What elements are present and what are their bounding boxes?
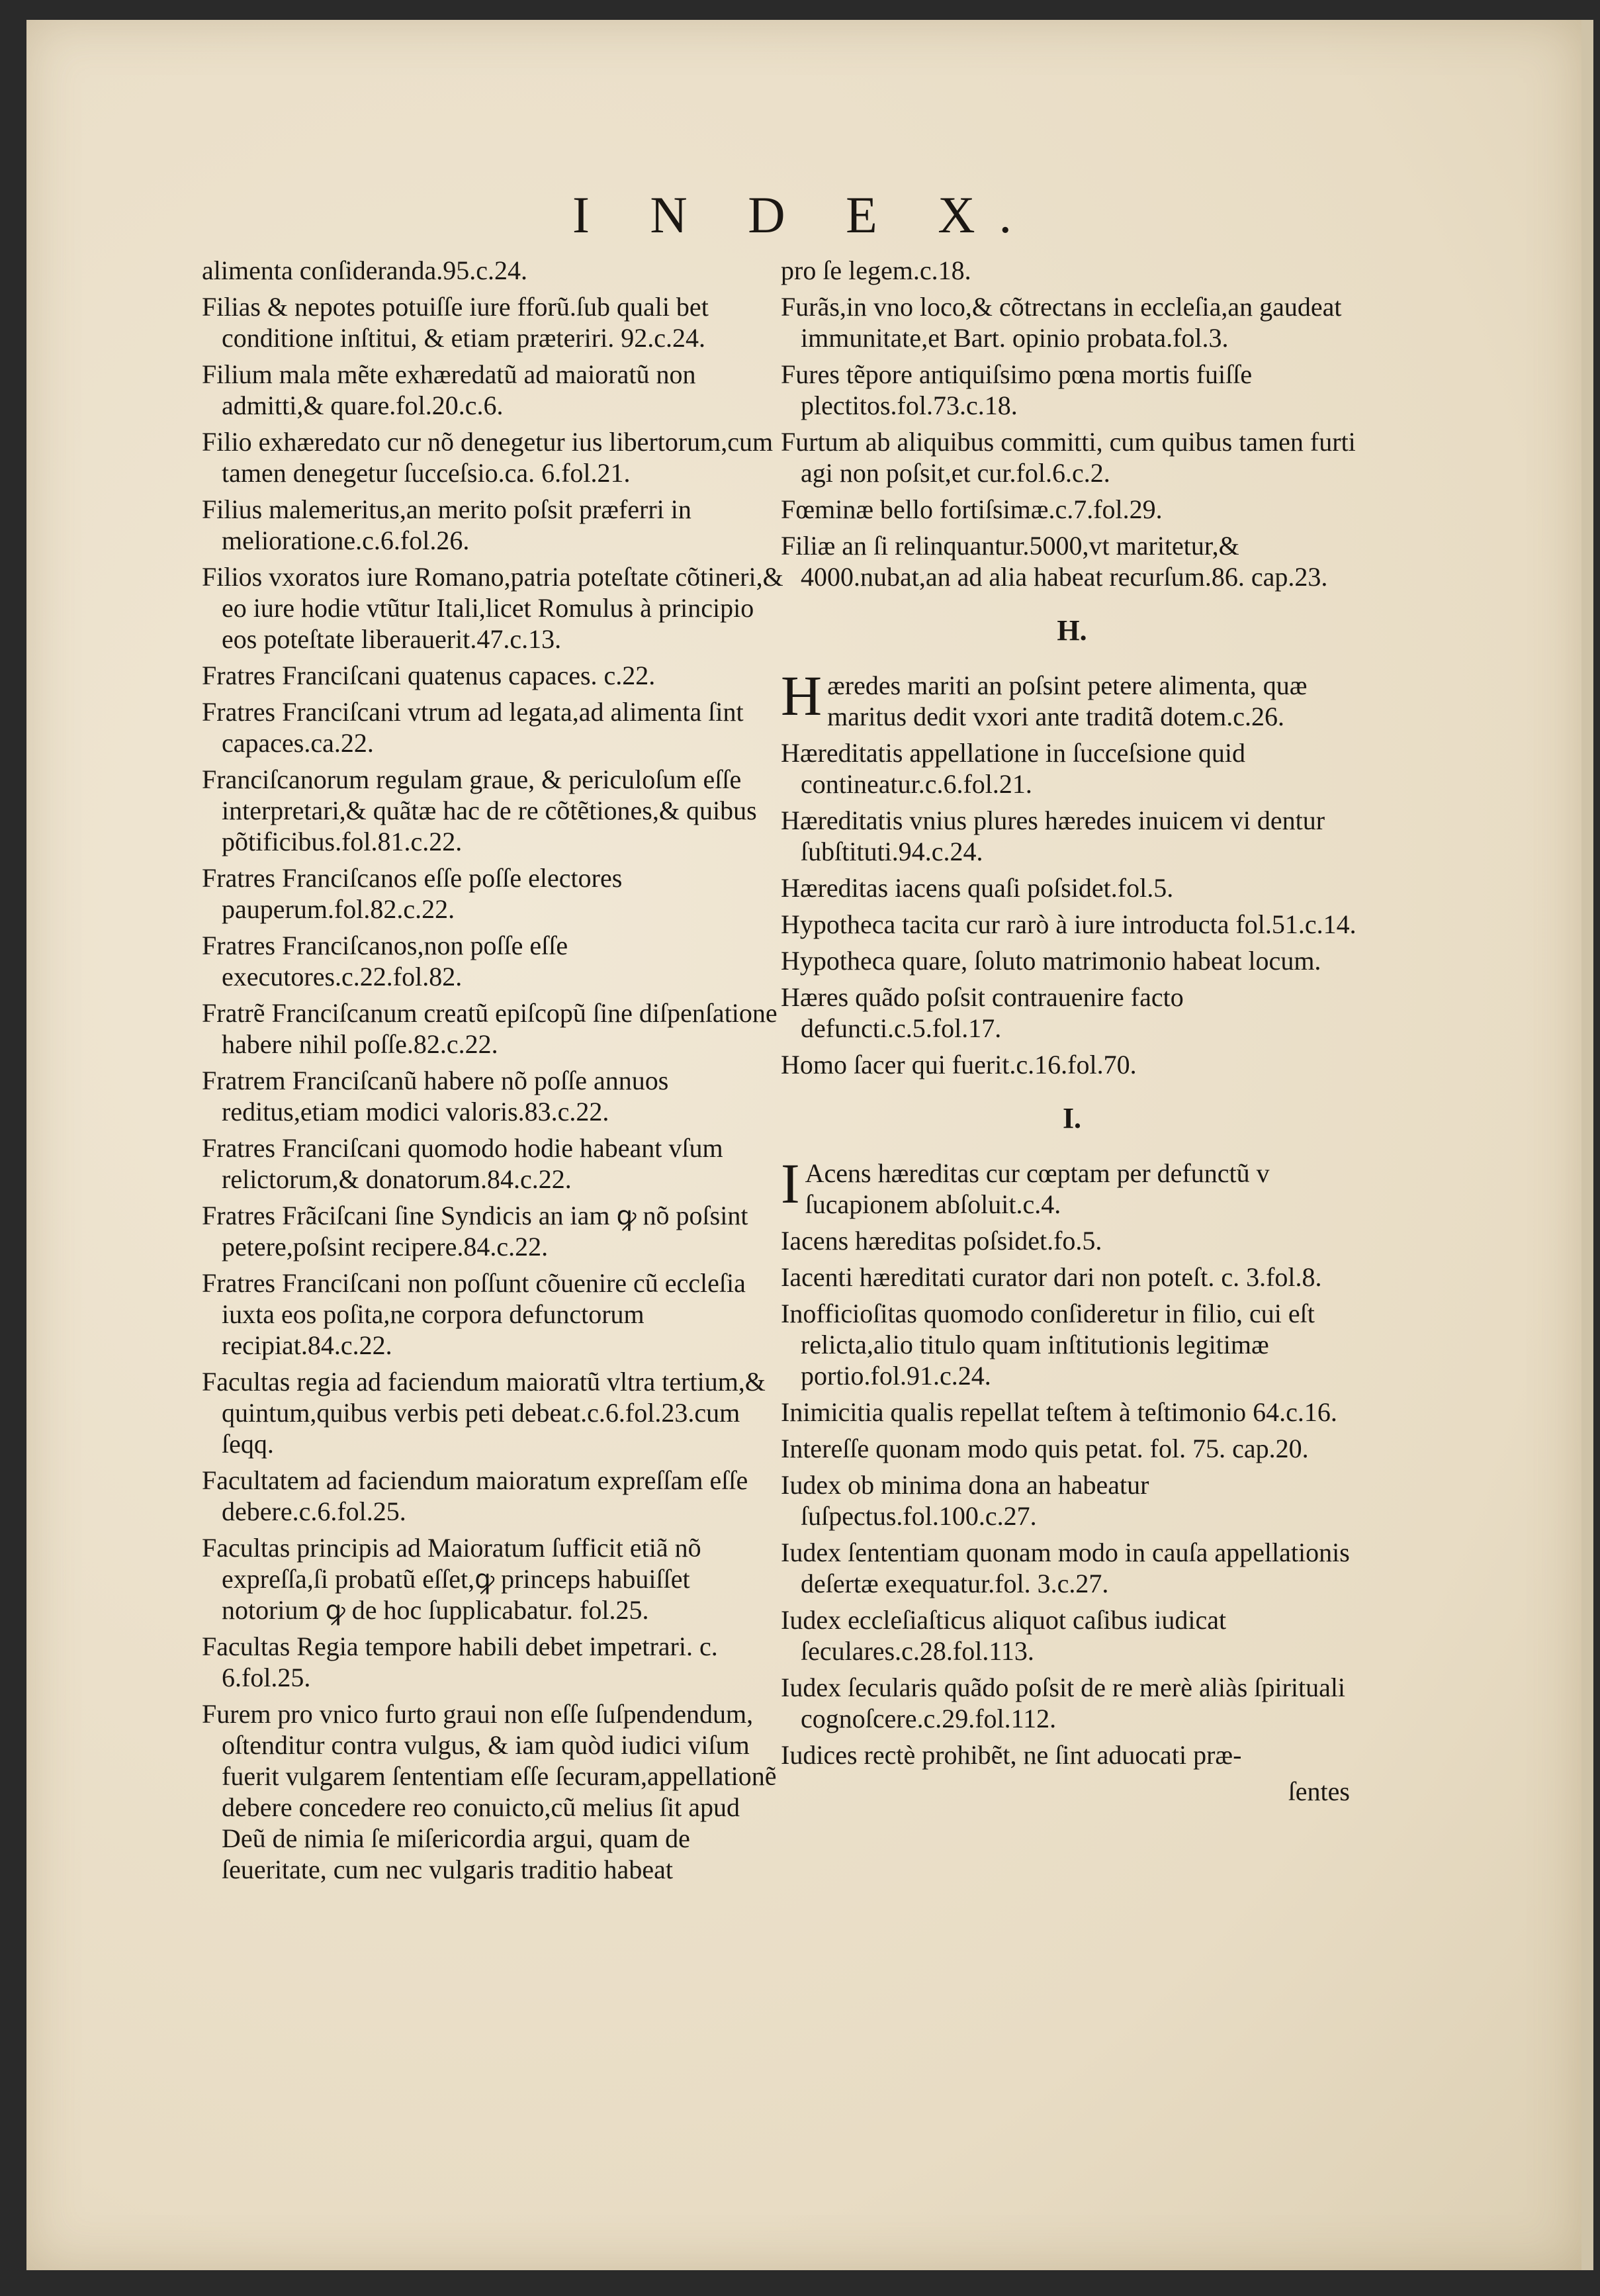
index-entry: Iudices rectè prohibẽt, ne ſint aduocati præ- <box>781 1740 1242 1770</box>
index-entry: Filios vxoratos iure Romano,patria poteſtate cõtineri,& eo iure hodie vtũtur Itali,licet Romulus à principio eos poteſtate liberauerit.47.c.13. <box>202 562 783 654</box>
index-entry: Fratres Franciſcani quatenus capaces. c.22. <box>202 661 656 690</box>
index-entry: Iacens hæreditas poſsidet.fo.5. <box>781 1226 1102 1256</box>
index-entry: Fratres Franciſcanos,non poſſe eſſe executores.c.22.fol.82. <box>202 931 568 991</box>
section-letter: I. <box>1062 1102 1082 1134</box>
index-entry: Homo ſacer qui fuerit.c.16.fol.70. <box>781 1050 1137 1079</box>
left-column <box>202 255 784 1890</box>
index-entry: Filius malemeritus,an merito poſsit præferri in melioratione.c.6.fol.26. <box>202 494 691 555</box>
index-entry: Fratres Franciſcanos eſſe poſſe electores pauperum.fol.82.c.22. <box>202 863 623 924</box>
index-entry: Iacenti hæreditati curator dari non poteſt. c. 3.fol.8. <box>781 1262 1322 1292</box>
index-entry: Franciſcanorum regulam graue, & periculoſum eſſe interpretari,& quãtæ hac de re cõtẽtiones,& quibus põtificibus.fol.81.c.22. <box>202 764 757 856</box>
index-entry: Filio exhæredato cur nõ denegetur ius libertorum,cum tamen denegetur ſucceſsio.ca. 6.fol.21. <box>202 427 774 488</box>
index-entry: Intereſſe quonam modo quis petat. fol. 75. cap.20. <box>781 1434 1309 1463</box>
index-entry: Hypotheca tacita cur rarò à iure introducta fol.51.c.14. <box>781 909 1356 939</box>
entry-text: Acens hæreditas cur cœptam per defunctũ v ſucapionem abſoluit.c.4. <box>805 1158 1270 1219</box>
index-entry: Filium mala mẽte exhæredatũ ad maioratũ non admitti,& quare.fol.20.c.6. <box>202 359 696 420</box>
index-entry: Fratres Franciſcani quomodo hodie habeant vſum relictorum,& donatorum.84.c.22. <box>202 1133 723 1194</box>
index-entry: Fratrẽ Franciſcanum creatũ epiſcopũ ſine diſpenſatione habere nihil poſſe.82.c.22. <box>202 998 778 1059</box>
index-entry: Inofficioſitas quomodo conſideretur in filio, cui eſt relicta,alio titulo quam inſtitutionis legitimæ portio.fol.91.c.24. <box>781 1299 1315 1391</box>
section-letter: H. <box>1057 614 1087 647</box>
index-entry: Hæres quãdo poſsit contrauenire facto defuncti.c.5.fol.17. <box>781 982 1184 1043</box>
index-entry: Inimicitia qualis repellat teſtem à teſtimonio 64.c.16. <box>781 1397 1337 1427</box>
index-entry: Furãs,in vno loco,& cõtrectans in eccleſia,an gaudeat immunitate,et Bart. opinio probata.fol.3. <box>781 292 1342 353</box>
index-entry: Iudex ob minima dona an habeatur ſuſpectus.fol.100.c.27. <box>781 1470 1149 1531</box>
entry-continuation: alimenta conſideranda.95.c.24. <box>202 255 528 285</box>
index-entry: Hæreditatis appellatione in ſucceſsione quid contineatur.c.6.fol.21. <box>781 738 1246 799</box>
index-entry: Fratres Frãciſcani ſine Syndicis an iam ꝙ nõ poſsint petere,poſsint recipere.84.c.22. <box>202 1201 748 1262</box>
index-entry: Facultas regia ad faciendum maioratũ vltra tertium,& quintum,quibus verbis peti debeat.c.6.fol.23.cum ſeqq. <box>202 1367 766 1459</box>
index-entry: Iudex ſententiam quonam modo in cauſa appellationis deſertæ exequatur.fol. 3.c.27. <box>781 1538 1350 1598</box>
page-title: I N D E X. <box>572 186 1036 244</box>
catchword: ſentes <box>1288 1776 1350 1806</box>
index-entry: Filiæ an ſi relinquantur.5000,vt maritetur,& 4000.nubat,an ad alia habeat recurſum.86. cap.23. <box>781 531 1328 592</box>
entry-continuation: pro ſe legem.c.18. <box>781 255 971 285</box>
index-entry: Iudex ſecularis quãdo poſsit de re merè aliàs ſpirituali cognoſcere.c.29.fol.112. <box>781 1673 1346 1733</box>
index-entry <box>781 1152 1363 1220</box>
drop-cap: I <box>781 1152 800 1215</box>
index-entry: Facultatem ad faciendum maioratum expreſſam eſſe debere.c.6.fol.25. <box>202 1465 748 1526</box>
index-entry: Fratrem Franciſcanũ habere nõ poſſe annuos reditus,etiam modici valoris.83.c.22. <box>202 1066 669 1126</box>
index-entry: Furtum ab aliquibus committi, cum quibus tamen furti agi non poſsit,et cur.fol.6.c.2. <box>781 427 1356 488</box>
index-entry: Facultas principis ad Maioratum ſufficit etiã nõ expreſſa,ſi probatũ eſſet,ꝙ princeps habuiſſet notorium ꝙ de hoc ſupplicabatur. fol.25. <box>202 1533 701 1625</box>
index-entry: Hæreditas iacens quaſi poſsidet.fol.5. <box>781 873 1174 903</box>
index-entry: Facultas Regia tempore habili debet impetrari. c. 6.fol.25. <box>202 1631 718 1692</box>
index-entry: Fratres Franciſcani vtrum ad legata,ad alimenta ſint capaces.ca.22. <box>202 697 744 758</box>
index-entry: Filias & nepotes potuiſſe iure fforũ.ſub quali bet conditione inſtitui, & etiam præteriri. 92.c.24. <box>202 292 709 353</box>
index-entry <box>781 664 1363 732</box>
book-page <box>26 20 1593 2270</box>
index-entry: Hæreditatis vnius plures hæredes inuicem vi dentur ſubſtituti.94.c.24. <box>781 805 1325 866</box>
right-column <box>781 255 1363 1812</box>
entry-text: æredes mariti an poſsint petere alimenta, quæ maritus dedit vxori ante traditã dotem.c.26. <box>827 670 1308 731</box>
index-entry: Fratres Franciſcani non poſſunt cõuenire cũ eccleſia iuxta eos poſita,ne corpora defunctorum recipiat.84.c.22. <box>202 1268 746 1360</box>
index-entry: Iudex eccleſiaſticus aliquot caſibus iudicat ſeculares.c.28.fol.113. <box>781 1605 1227 1666</box>
index-entry: Furem pro vnico furto graui non eſſe ſuſpendendum, oſtenditur contra vulgus, & iam quòd iudici viſum fuerit vulgarem ſententiam eſſe ſecuram,appellationẽ debere concedere reo conuicto,cũ melius ſit apud Deũ de nimia ſe miſericordia argui, quam de ſeueritate, cum nec vulgaris traditio habeat <box>202 1699 777 1884</box>
index-entry: Hypotheca quare, ſoluto matrimonio habeat locum. <box>781 946 1321 976</box>
index-entry: Fures tẽpore antiquiſsimo pœna mortis fuiſſe plectitos.fol.73.c.18. <box>781 359 1253 420</box>
index-entry: Fœminæ bello fortiſsimæ.c.7.fol.29. <box>781 494 1163 524</box>
drop-cap: H <box>781 664 822 727</box>
